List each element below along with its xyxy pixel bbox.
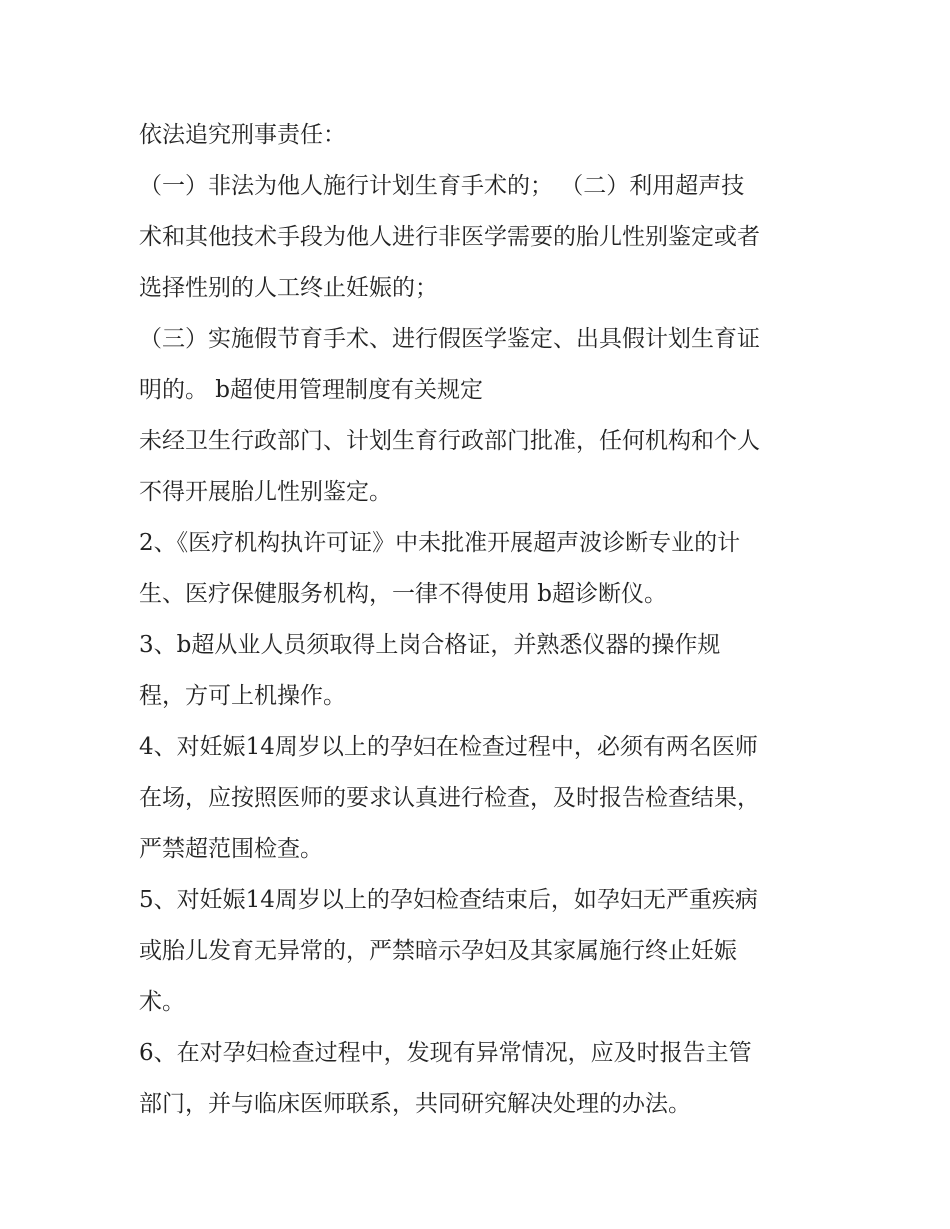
- text-line-11: 3、b超从业人员须取得上岗合格证，并熟悉仪器的操作规: [139, 632, 721, 658]
- text-line-1: 依法追究刑事责任：: [139, 122, 346, 148]
- text-line-7: 未经卫生行政部门、计划生育行政部门批准，任何机构和个人: [139, 428, 760, 454]
- text-line-20: 部门，并与临床医师联系，共同研究解决处理的办法。: [139, 1091, 691, 1117]
- text-line-19: 6、在对孕妇检查过程中，发现有异常情况，应及时报告主管: [139, 1040, 752, 1066]
- text-line-2: （一）非法为他人施行计划生育手术的； （二）利用超声技: [139, 173, 745, 199]
- text-line-3: 术和其他技术手段为他人进行非医学需要的胎儿性别鉴定或者: [139, 224, 760, 250]
- text-line-13: 4、对妊娠14周岁以上的孕妇在检查过程中，必须有两名医师: [139, 734, 758, 760]
- text-line-4: 选择性别的人工终止妊娠的；: [139, 275, 438, 301]
- text-line-5: （三）实施假节育手术、进行假医学鉴定、出具假计划生育证: [139, 326, 760, 352]
- text-line-16: 5、对妊娠14周岁以上的孕妇检查结束后，如孕妇无严重疾病: [139, 887, 758, 913]
- text-line-9: 2、《医疗机构执许可证》中未批准开展超声波诊断专业的计: [139, 530, 741, 556]
- text-line-18: 术。: [139, 989, 185, 1015]
- text-line-8: 不得开展胎儿性别鉴定。: [139, 479, 392, 505]
- text-line-15: 严禁超范围检查。: [139, 836, 323, 862]
- text-line-10: 生、医疗保健服务机构，一律不得使用 b超诊断仪。: [139, 581, 668, 607]
- text-line-6: 明的。 b超使用管理制度有关规定: [139, 377, 484, 403]
- text-line-12: 程，方可上机操作。: [139, 683, 346, 709]
- text-line-14: 在场，应按照医师的要求认真进行检查，及时报告检查结果，: [139, 785, 760, 811]
- text-line-17: 或胎儿发育无异常的，严禁暗示孕妇及其家属施行终止妊娠: [139, 938, 737, 964]
- document-body: [139, 110, 829, 1130]
